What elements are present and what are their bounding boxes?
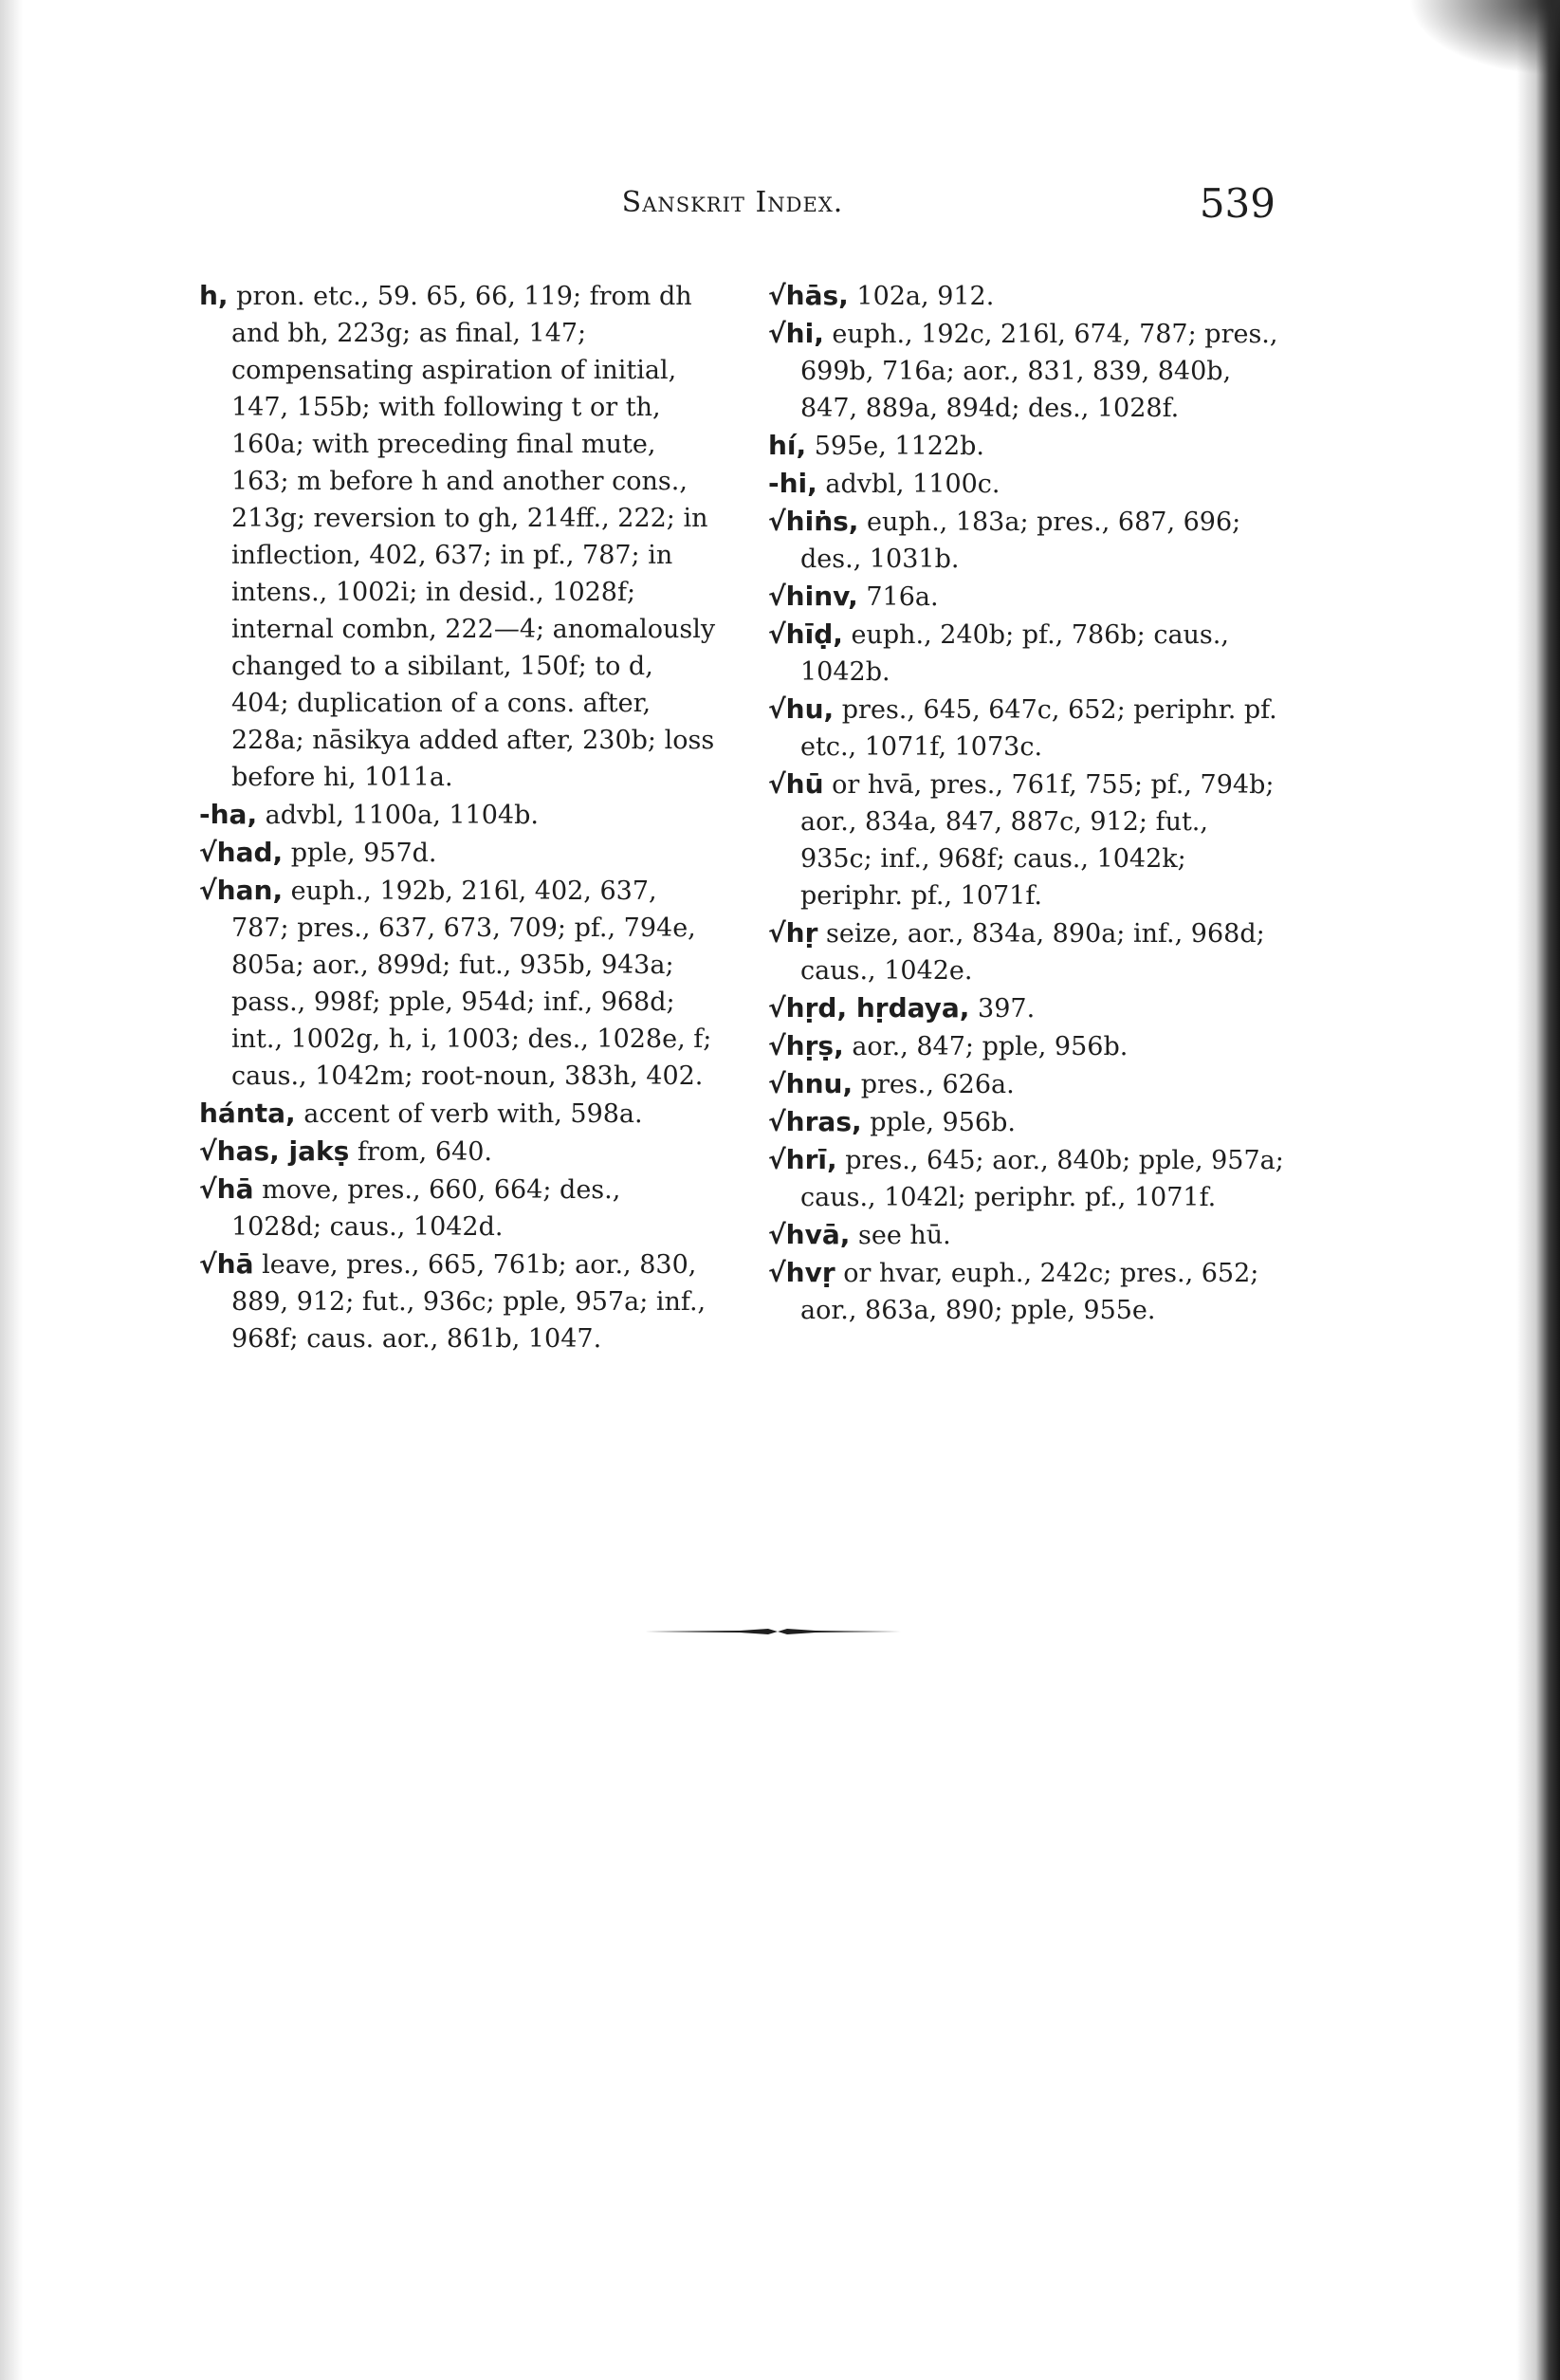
end-ornament-rule (645, 1626, 901, 1637)
entry-references: accent of verb with, 598a. (295, 1099, 643, 1129)
entry-headword: √hā (199, 1248, 254, 1280)
entry-headword: √had, (199, 837, 284, 868)
index-entry (199, 277, 716, 796)
index-entry (768, 315, 1285, 427)
index-entry (768, 1065, 1285, 1103)
entry-headword: √hnu, (768, 1068, 853, 1099)
entry-headword: hánta, (199, 1098, 296, 1129)
entry-references: or hvā, pres., 761f, 755; pf., 794b; aor., 834a, 847, 887c, 912; fut., 935c; inf., 968f; caus., 1042k; periphr. pf., 1071f. (800, 770, 1275, 911)
index-entry (768, 1141, 1285, 1216)
page-number: 539 (1199, 180, 1276, 227)
page-edge-shadow (1516, 0, 1560, 2380)
index-entry (768, 914, 1285, 989)
index-entry (199, 796, 716, 834)
page-gutter-shadow (0, 0, 23, 2380)
index-columns (199, 277, 1284, 1354)
entry-references: see hū. (850, 1221, 951, 1250)
entry-references: from, 640. (349, 1137, 492, 1167)
index-entry (199, 834, 716, 872)
page-corner-shadow (1408, 0, 1560, 76)
index-entry (768, 1254, 1285, 1329)
page-header (190, 180, 1276, 237)
index-entry (768, 616, 1285, 691)
index-column-right (768, 277, 1285, 1329)
index-entry (768, 427, 1285, 465)
entry-headword: √hras, (768, 1106, 862, 1137)
entry-headword: √hu, (768, 693, 835, 725)
entry-headword: h, (199, 280, 229, 311)
entry-headword: √hiṅs, (768, 506, 859, 537)
entry-references: move, pres., 660, 664; des., 1028d; caus., 1042d. (231, 1175, 621, 1242)
index-entry (768, 578, 1285, 616)
entry-headword: √has, jakṣ (199, 1135, 350, 1167)
index-entry (768, 277, 1285, 315)
entry-references: pres., 645, 647c, 652; periphr. pf. etc., 1071f, 1073c. (800, 695, 1277, 762)
index-entry (768, 691, 1285, 766)
entry-headword: √hvā, (768, 1219, 851, 1250)
index-entry (768, 1027, 1285, 1065)
entry-references: 595e, 1122b. (806, 432, 985, 461)
entry-headword: √hi, (768, 318, 824, 349)
entry-headword: √hā (199, 1173, 254, 1205)
entry-references: advbl, 1100c. (817, 470, 1000, 499)
entry-headword: √hīḍ, (768, 618, 843, 650)
entry-headword: -hi, (768, 468, 817, 499)
entry-headword: √hvṛ (768, 1257, 835, 1288)
entry-headword: √hrī, (768, 1144, 837, 1175)
entry-references: pple, 957d. (283, 839, 437, 868)
entry-references: leave, pres., 665, 761b; aor., 830, 889, 912; fut., 936c; pple, 957a; inf., 968f; caus. aor., 861b, 1047. (231, 1250, 707, 1354)
index-entry (199, 1245, 716, 1357)
index-entry (768, 989, 1285, 1027)
entry-references: pres., 626a. (853, 1070, 1015, 1099)
entry-headword: √hās, (768, 280, 849, 311)
entry-headword: √han, (199, 875, 284, 906)
index-entry (768, 1216, 1285, 1254)
entry-headword: √hṛd, hṛdaya, (768, 992, 970, 1024)
entry-headword: -ha, (199, 799, 258, 830)
index-entry (768, 465, 1285, 503)
entry-headword: √hṛ (768, 917, 818, 949)
running-title: Sanskrit Index. (621, 186, 844, 219)
entry-references: euph., 192c, 216l, 674, 787; pres., 699b, 716a; aor., 831, 839, 840b, 847, 889a, 894d; des., 1028f. (800, 320, 1278, 423)
entry-references: euph., 240b; pf., 786b; caus., 1042b. (800, 620, 1229, 687)
index-entry (768, 1103, 1285, 1141)
entry-references: aor., 847; pple, 956b. (843, 1032, 1129, 1061)
index-entry (768, 503, 1285, 578)
entry-references: pres., 645; aor., 840b; pple, 957a; caus., 1042l; periphr. pf., 1071f. (800, 1146, 1284, 1212)
entry-headword: hí, (768, 430, 807, 461)
entry-references: 397. (969, 994, 1036, 1024)
entry-references: advbl, 1100a, 1104b. (257, 801, 539, 830)
index-column-left (199, 277, 716, 1357)
entry-headword: √hṛṣ, (768, 1030, 844, 1061)
entry-references: euph., 183a; pres., 687, 696; des., 1031b. (800, 507, 1241, 574)
index-entry (199, 872, 716, 1095)
entry-headword: √hū (768, 768, 824, 800)
index-entry (199, 1133, 716, 1171)
index-entry (199, 1095, 716, 1133)
entry-references: or hvar, euph., 242c; pres., 652; aor., 863a, 890; pple, 955e. (800, 1259, 1259, 1325)
entry-references: pple, 956b. (861, 1108, 1016, 1137)
index-entry (768, 766, 1285, 914)
entry-headword: √hinv, (768, 581, 858, 612)
entry-references: 102a, 912. (848, 282, 995, 311)
index-entry (199, 1171, 716, 1245)
entry-references: euph., 192b, 216l, 402, 637, 787; pres., 637, 673, 709; pf., 794e, 805a; aor., 899d; fut., 935b, 943a; pass., 998f; pple, 954d; inf., 968d; int., 1002g, h, i, 1003; des., 1028e, f; caus., 1042m; root-noun, 383h, 402. (231, 876, 712, 1091)
entry-references: 716a. (857, 582, 939, 612)
entry-references: pron. etc., 59. 65, 66, 119; from dh and bh, 223g; as final, 147; compensating aspiration of initial, 147, 155b; with following t or th, 160a; with preceding final mute, 163; m before h and another cons., 213g; reversion to gh, 214ff., 222; in inflection, 402, 637; in pf., 787; in intens., 1002i; in desid., 1028f; internal combn, 222—4; anomalously changed to a sibilant, 150f; to d, 404; duplication of a cons. after, 228a; nāsikya added after, 230b; loss before hi, 1011a. (228, 282, 716, 792)
entry-references: seize, aor., 834a, 890a; inf., 968d; caus., 1042e. (800, 919, 1265, 986)
